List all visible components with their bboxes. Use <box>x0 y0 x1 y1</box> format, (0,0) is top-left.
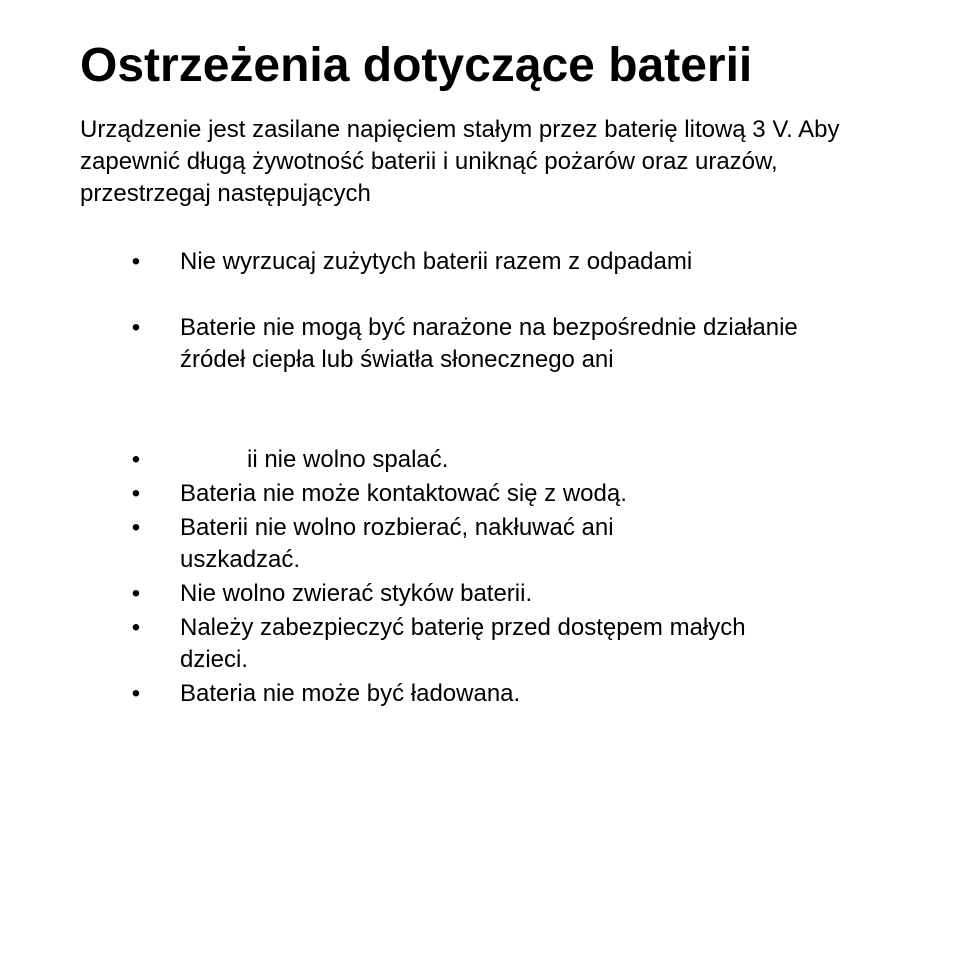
list-item-text: Bateria nie może kontaktować się z wodą. <box>180 480 627 507</box>
document-title: Ostrzeżenia dotyczące baterii <box>80 39 753 92</box>
list-item <box>80 612 780 676</box>
list-item <box>80 578 820 610</box>
list-item-text: Baterii nie wolno rozbierać, nakłuwać ani uszkadzać. <box>180 514 614 573</box>
document-page <box>80 39 900 710</box>
bullet-icon: • <box>131 446 141 473</box>
bullet-icon: • <box>131 614 141 641</box>
list-item <box>80 678 820 710</box>
intro-paragraph: Urządzenie jest zasilane napięciem stałym przez baterię litową 3 V. Aby zapewnić długą żywotność baterii i uniknąć pożarów oraz urazów, przestrzegaj następujących <box>80 116 840 207</box>
bullet-icon: • <box>131 480 141 507</box>
list-item-text: Bateria nie może być ładowana. <box>180 680 521 707</box>
list-item <box>80 444 820 476</box>
list-item-text: ii nie wolno spalać. <box>247 446 449 473</box>
warning-list <box>80 246 900 710</box>
bullet-icon: • <box>131 514 141 541</box>
list-item-text: Nie wyrzucaj zużytych baterii razem z odpadami <box>180 248 693 275</box>
list-item <box>80 512 740 576</box>
bullet-icon: • <box>131 680 141 707</box>
list-item <box>80 246 820 278</box>
bullet-icon: • <box>131 580 141 607</box>
list-item-text: Nie wolno zwierać styków baterii. <box>180 580 533 607</box>
bullet-icon: • <box>131 248 141 275</box>
bullet-icon: • <box>131 314 141 341</box>
list-item <box>80 478 820 510</box>
list-item-text: Baterie nie mogą być narażone na bezpośrednie działanie źródeł ciepła lub światła słonecznego ani <box>180 314 798 373</box>
list-item-text: Należy zabezpieczyć baterię przed dostępem małych dzieci. <box>180 614 746 673</box>
list-item <box>80 312 820 376</box>
